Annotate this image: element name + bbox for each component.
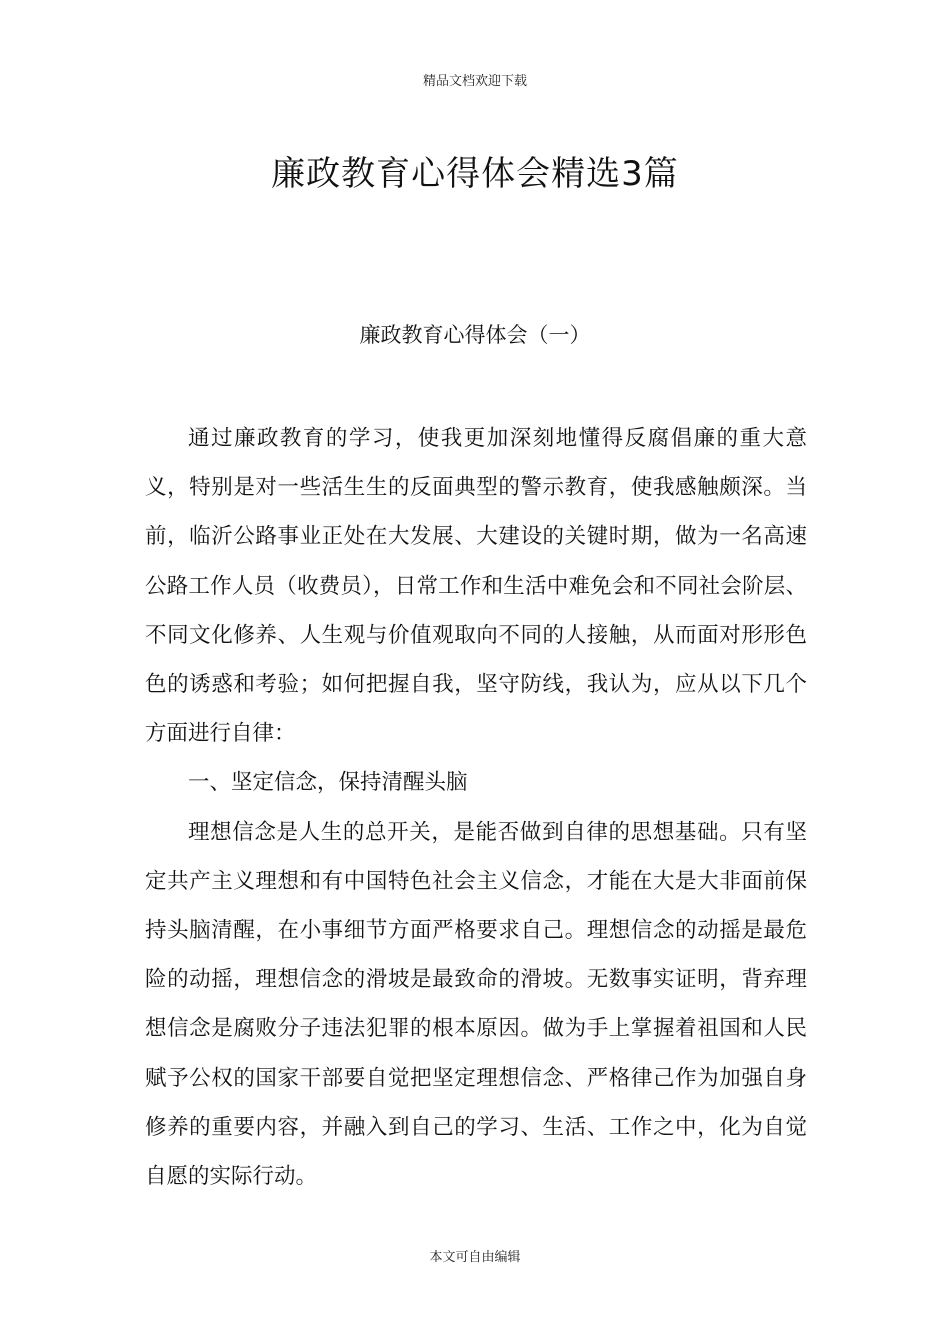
document-body <box>145 414 807 1201</box>
body-subheading: 一、坚定信念，保持清醒头脑 <box>188 770 468 796</box>
section-title: 廉政教育心得体会（一） <box>359 323 591 347</box>
page-footer-note: 本文可自由编辑 <box>429 1250 521 1265</box>
body-paragraph-intro: 通过廉政教育的学习，使我更加深刻地懂得反腐倡廉的重大意义，特别是对一些活生生的反面典型的警示教育，使我感触颇深。当前，临沂公路事业正处在大发展、大建设的关键时期，做为一名高速公路工作人员（收费员），日常工作和生活中难免会和不同社会阶层、不同文化修养、人生观与价值观取向不同的人接触，从而面对形形色色的诱惑和考验；如何把握自我，坚守防线，我认为，应从以下几个方面进行自律： <box>145 426 807 747</box>
document-title: 廉政教育心得体会精选3篇 <box>271 154 679 194</box>
page-header-note: 精品文档欢迎下载 <box>422 74 527 89</box>
body-paragraph: 理想信念是人生的总开关，是能否做到自律的思想基础。只有坚定共产主义理想和有中国特色社会主义信念，才能在大是大非面前保持头脑清醒，在小事细节方面严格要求自己。理想信念的动摇是最危险的动摇，理想信念的滑坡是最致命的滑坡。无数事实证明，背弃理想信念是腐败分子违法犯罪的根本原因。做为手上掌握着祖国和人民赋予公权的国家干部要自觉把坚定理想信念、严格律己作为加强自身修养的重要内容，并融入到自己的学习、生活、工作之中，化为自觉自愿的实际行动。 <box>145 819 807 1190</box>
